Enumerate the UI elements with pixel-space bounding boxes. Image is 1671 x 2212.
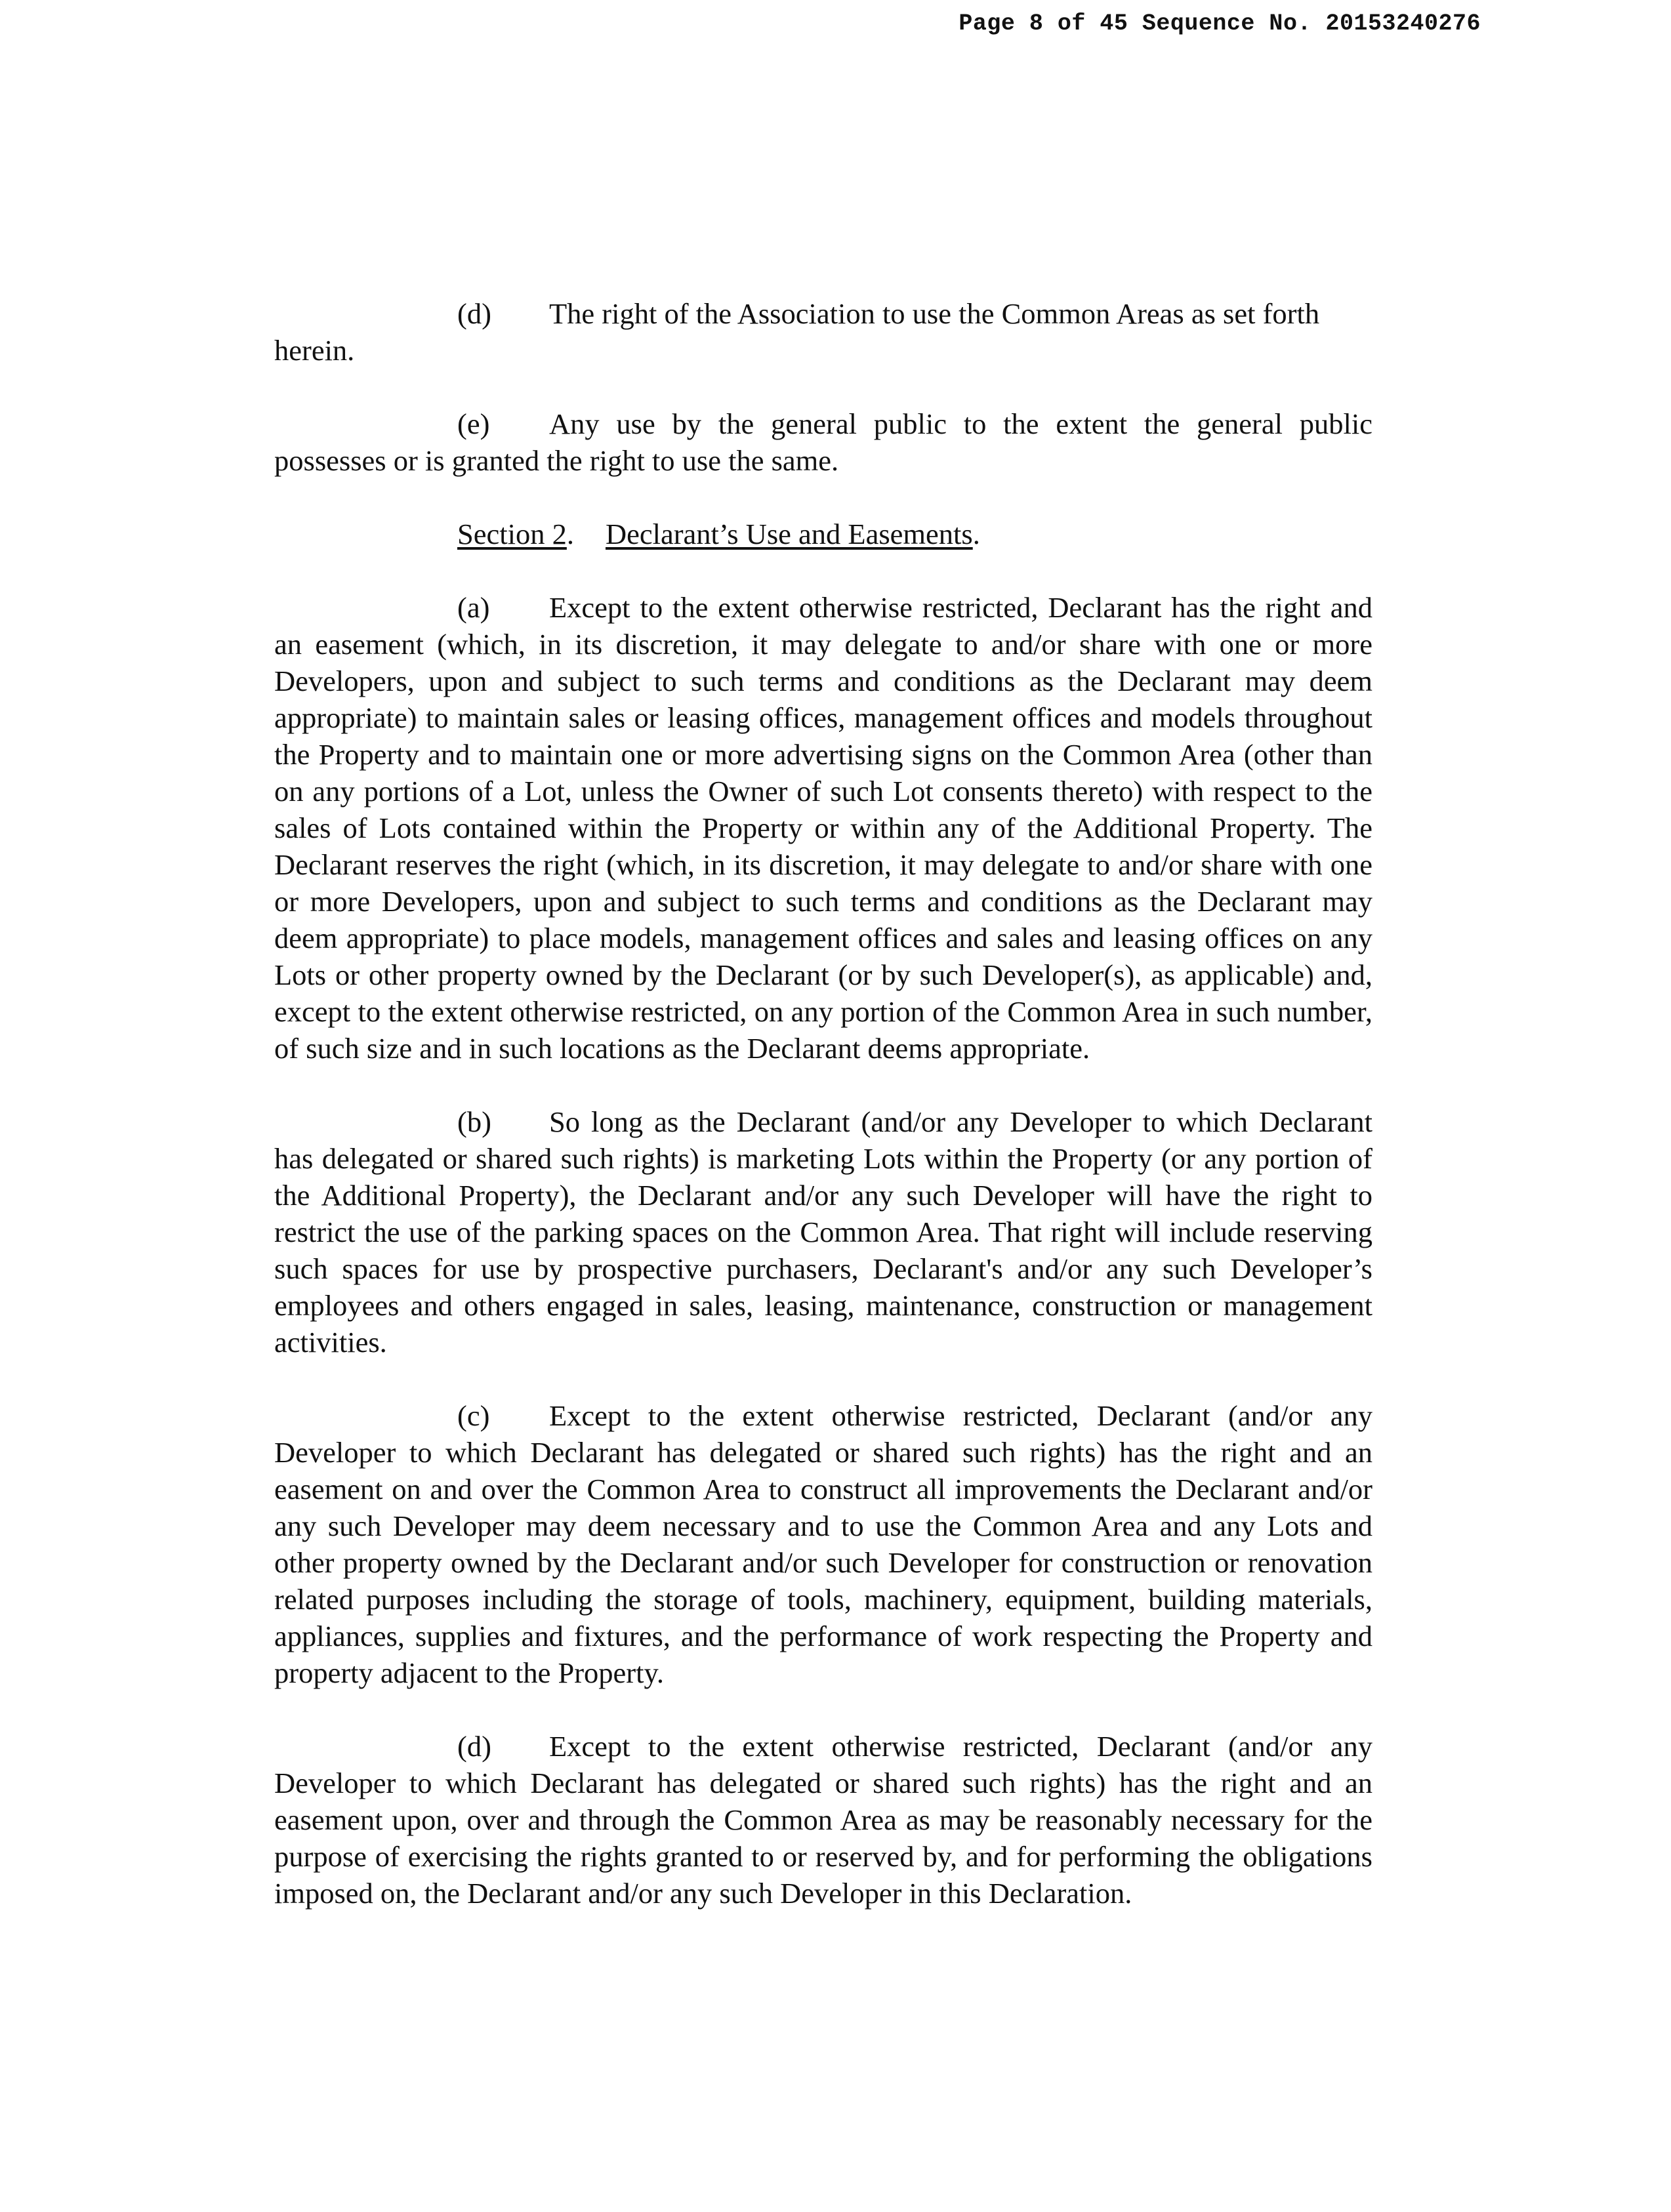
paragraph-label: (d) [457, 297, 491, 330]
paragraph-text-continued: herein. [274, 334, 355, 367]
paragraph-e-public-use [274, 405, 1372, 479]
paragraph-d-association-right [274, 295, 1372, 369]
paragraph-label: (a) [457, 591, 490, 624]
paragraph-text: So long as the Declarant (and/or any Developer to which Declarant has delegated or shared such rights) is marketing Lots within the Property (or any portion of the Additional Property), the Declarant and/or any such Developer will have the right to restrict the use of the parking spaces on the Common Area. That right will include reserving such spaces for use by prospective purchasers, Declarant's and/or any such Developer’s employees and others engaged in sales, leasing, maintenance, construction or management activities. [274, 1105, 1372, 1359]
section-number: Section 2 [457, 518, 567, 550]
paragraph-d-easement [274, 1728, 1372, 1912]
paragraph-c-construction [274, 1397, 1372, 1691]
section-heading [274, 516, 1372, 552]
paragraph-label: (d) [457, 1730, 491, 1763]
paragraph-a-sales-offices [274, 589, 1372, 1067]
paragraph-text: Except to the extent otherwise restricted, Declarant (and/or any Developer to which Declarant has delegated or shared such rights) has the right and an easement upon, over and through the Common Area as may be reasonably necessary for the purpose of exercising the rights granted to or reserved by, and for performing the obligations imposed on, the Declarant and/or any such Developer in this Declaration. [274, 1730, 1372, 1910]
paragraph-label: (c) [457, 1399, 490, 1432]
paragraph-text: Any use by the general public to the extent the general public possesses or is granted the right to use the same. [274, 407, 1372, 477]
document-body [274, 295, 1372, 1912]
paragraph-text: Except to the extent otherwise restricted, Declarant (and/or any Developer to which Declarant has delegated or shared such rights) has the right and an easement on and over the Common Area to construct all improvements the Declarant and/or any such Developer may deem necessary and to use the Common Area and any Lots and other property owned by the Declarant and/or such Developer for construction or renovation related purposes including the storage of tools, machinery, equipment, building materials, appliances, supplies and fixtures, and the performance of work respecting the Property and property adjacent to the Property. [274, 1399, 1372, 1689]
section-number-period: . [566, 518, 574, 550]
section-title-period: . [972, 518, 980, 550]
paragraph-label: (e) [457, 407, 490, 440]
paragraph-text: The right of the Association to use the Common Areas as set forth [549, 297, 1320, 330]
page-header: Page 8 of 45 Sequence No. 20153240276 [959, 10, 1481, 37]
section-title: Declarant’s Use and Easements [605, 518, 973, 550]
paragraph-b-parking [274, 1103, 1372, 1361]
paragraph-text: Except to the extent otherwise restricted, Declarant has the right and an easement (which, in its discretion, it may delegate to and/or share with one or more Developers, upon and subject to such terms and conditions as the Declarant may deem appropriate) to maintain sales or leasing offices, management offices and models throughout the Property and to maintain one or more advertising signs on the Common Area (other than on any portions of a Lot, unless the Owner of such Lot consents thereto) with respect to the sales of Lots contained within the Property or within any of the Additional Property. The Declarant reserves the right (which, in its discretion, it may delegate to and/or share with one or more Developers, upon and subject to such terms and conditions as the Declarant may deem appropriate) to place models, management offices and sales and leasing offices on any Lots or other property owned by the Declarant (or by such Developer(s), as applicable) and, except to the extent otherwise restricted, on any portion of the Common Area in such number, of such size and in such locations as the Declarant deems appropriate. [274, 591, 1372, 1065]
paragraph-label: (b) [457, 1105, 491, 1138]
